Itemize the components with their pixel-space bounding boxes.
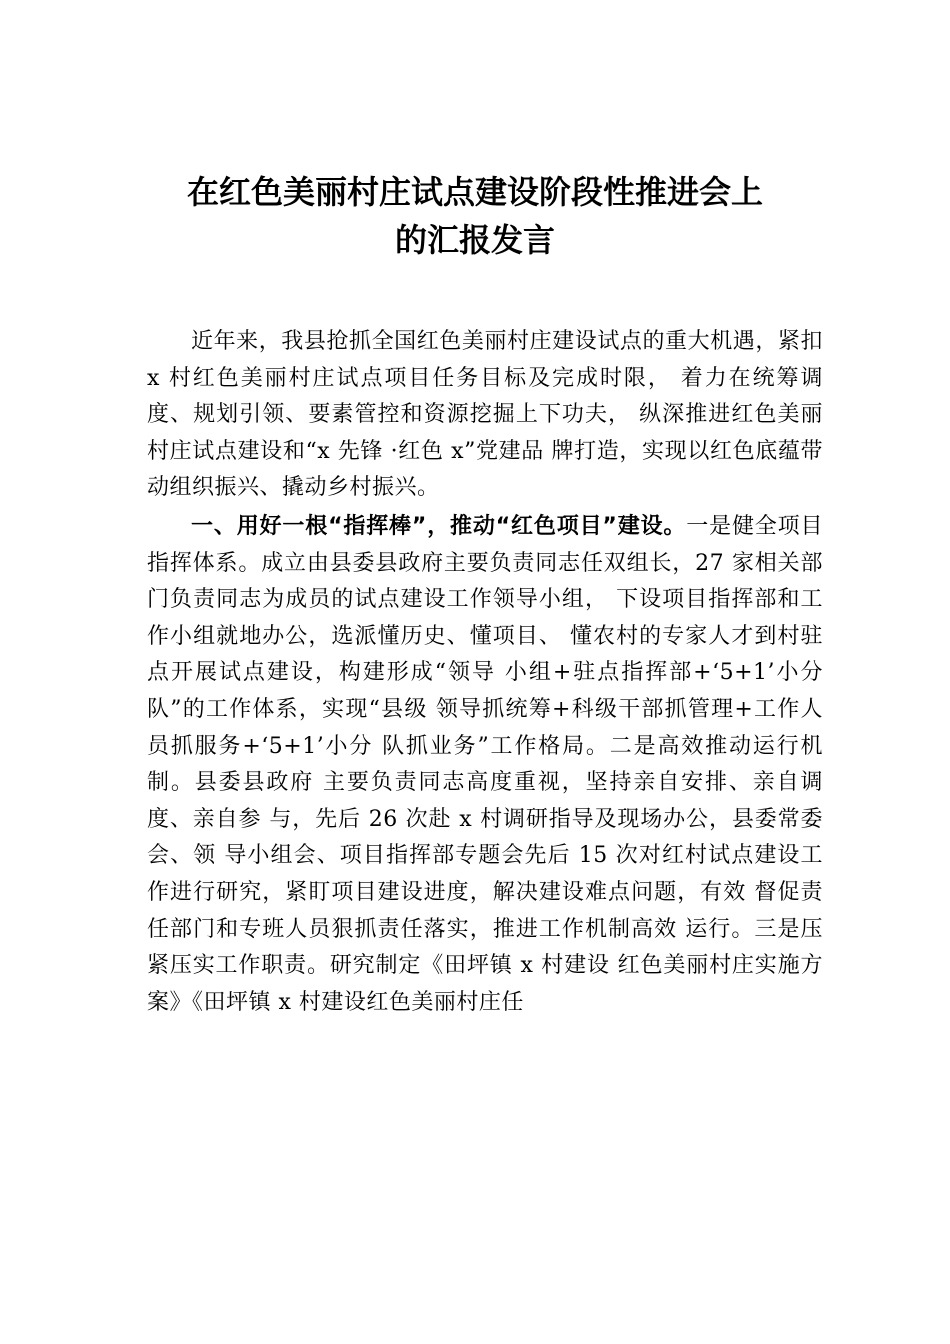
section-one-heading: 一、用好一根“指挥棒”，推动“红色项目”建设。 [191,513,687,539]
document-title-line-2: 的汇报发言 [394,221,555,259]
document-title-line-1: 在红色美丽村庄试点建设阶段性推进会上 [186,173,763,211]
section-one-text: 一是健全项目指挥体系。成立由县委县政府主要负责同志任双组长，27 家相关部门负责同志为成员的试点建设工作领导小组， 下设项目指挥部和工作小组就地办公，选派懂历史、懂项目、 懂农村的专家人才到村驻点开展试点建设，构建形成“领导 小组+驻点指挥部+‘5+1’小分队”的工作体系，实现“县级 领导抓统筹+科级干部抓管理+工作人员抓服务+‘5+1’小分 队抓业务”工作格局。二是高效推动运行机制。县委县政府 主要负责同志高度重视，坚持亲自安排、亲自调度、亲自参 与，先后 26 次赴 x 村调研指导及现场办公，县委常委会、领 导小组会、项目指挥部专题会先后 15 次对红村试点建设工 作进行研究，紧盯项目建设进度，解决建设难点问题，有效 督促责任部门和专班人员狠抓责任落实，推进工作机制高效 运行。三是压紧压实工作职责。研究制定《田坪镇 x 村建设 红色美丽村庄实施方案》《田坪镇 x 村建设红色美丽村庄任 [147,513,823,1015]
document-body [147,324,823,1021]
document-title [100,168,850,264]
intro-paragraph-text: 近年来，我县抢抓全国红色美丽村庄建设试点的重大机遇，紧扣 x 村红色美丽村庄试点项目任务目标及完成时限， 着力在统筹调度、规划引领、要素管控和资源挖掘上下功夫， 纵深推进红色美丽村庄试点建设和“x 先锋 ·红色 x”党建品 牌打造，实现以红色底蕴带动组织振兴、撬动乡村振兴。 [147,329,823,501]
intro-paragraph [147,324,823,507]
section-one-paragraph [147,509,823,1021]
